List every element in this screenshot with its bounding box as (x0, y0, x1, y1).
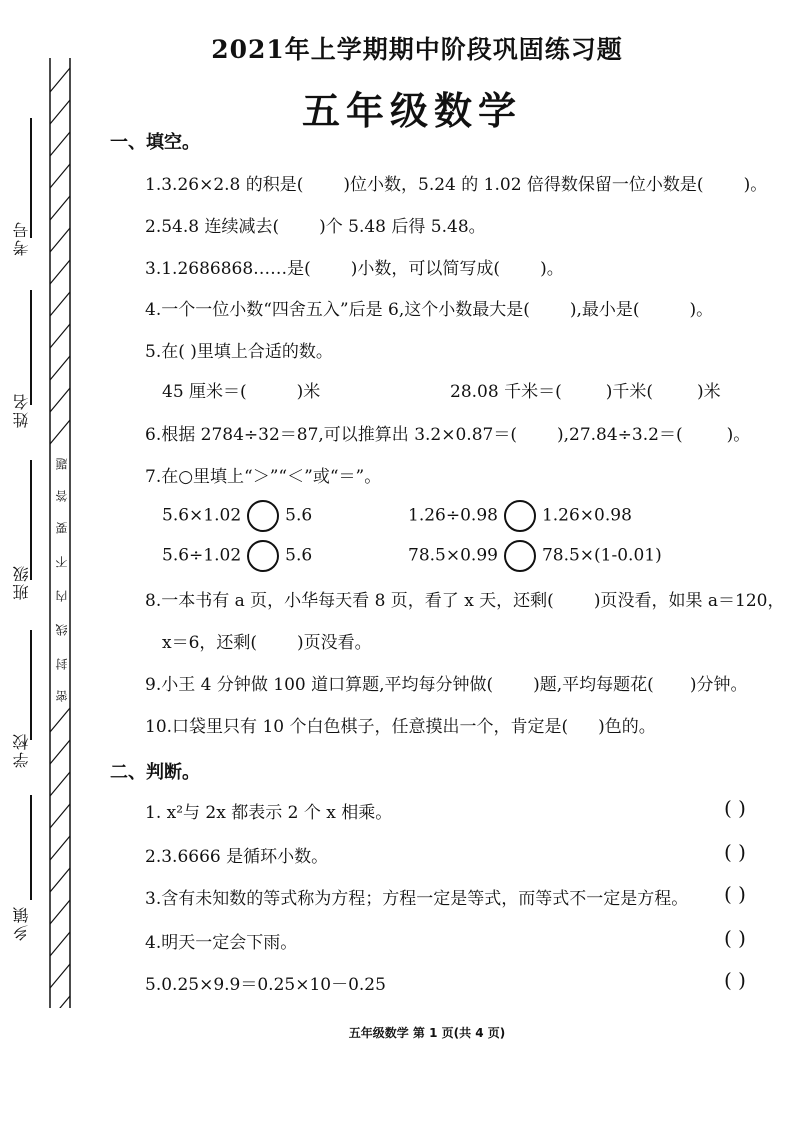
q-text: 3.1.2686868……是( (145, 259, 311, 279)
question-1-10 (145, 712, 656, 737)
question-1-8-cont (162, 628, 372, 653)
compare-left: 5.6×1.02 (162, 505, 242, 526)
compare-item (162, 500, 312, 532)
question-1-4 (145, 295, 713, 320)
compare-item (408, 500, 632, 532)
q-text: )。 (689, 300, 714, 320)
compare-left: 1.26÷0.98 (408, 505, 498, 526)
binding-margin (0, 0, 80, 1124)
school-line (30, 630, 32, 740)
section-fill-in-heading: 一、填空。 (110, 132, 200, 153)
judge-item-4: 4.明天一定会下雨。 (145, 933, 298, 953)
section-judge-heading: 二、判断。 (110, 762, 200, 783)
warning-char: 题 (55, 458, 69, 470)
compare-right: 5.6 (285, 505, 313, 526)
judge-item-3: 3.含有未知数的等式称为方程；方程一定是等式，而等式不一定是方程。 (145, 889, 689, 909)
q-text: 28.08 千米＝( (450, 382, 562, 402)
warning-char: 密 (55, 690, 69, 702)
q-text: )。 (540, 259, 564, 279)
compare-right: 78.5×(1-0.01) (541, 545, 662, 566)
label-exam-number: 考号 (12, 220, 31, 256)
question-1-3 (145, 254, 564, 279)
q-text: )分钟。 (689, 675, 748, 695)
q-text: )千米( (605, 382, 653, 402)
label-town: 乡镇 (12, 905, 31, 941)
question-1-9 (145, 670, 747, 695)
town-line (30, 795, 32, 900)
q-text: 1.3.26×2.8 的积是( (145, 175, 304, 195)
compare-circle[interactable] (247, 500, 279, 532)
q-text: ),27.84÷3.2＝( (556, 425, 683, 445)
question-1-8 (145, 586, 784, 611)
question-1-5: 5.在( )里填上合适的数。 (145, 342, 333, 362)
warning-char: 答 (55, 490, 69, 502)
compare-left: 5.6÷1.02 (162, 545, 242, 566)
q-text: )页没看，如果 a＝120， (593, 591, 785, 611)
question-1-6 (145, 420, 750, 445)
compare-circle[interactable] (504, 540, 536, 572)
judge-item-1: 1. x²与 2x 都表示 2 个 x 相乘。 (145, 803, 393, 823)
q-text: 4.一个一位小数“四舍五入”后是 6,这个小数最大是( (145, 300, 530, 320)
compare-circle[interactable] (247, 540, 279, 572)
q-text: 45 厘米＝( (162, 382, 247, 402)
page-footer: 五年级数学 第 1 页(共 4 页) (348, 1026, 506, 1040)
page-title: 2021年上学期期中阶段巩固练习题 (211, 35, 623, 64)
compare-item (162, 540, 312, 572)
name-line (30, 290, 32, 405)
q-text: )。 (743, 175, 768, 195)
q-text: 8.一本书有 a 页，小华每天看 8 页，看了 x 天，还剩( (145, 591, 554, 611)
q-text: )位小数，5.24 的 1.02 倍得数保留一位小数是( (343, 175, 704, 195)
q-text: 9.小王 4 分钟做 100 道口算题,平均每分钟做( (145, 675, 494, 695)
q-text: )题,平均每题花( (533, 675, 654, 695)
q-text: )。 (726, 425, 751, 445)
warning-char: 线 (55, 624, 69, 636)
compare-circle[interactable] (504, 500, 536, 532)
judge-answer-paren[interactable]: ( ) (724, 882, 746, 906)
warning-char: 要 (55, 522, 69, 534)
warning-char: 内 (55, 590, 69, 602)
class-line (30, 460, 32, 580)
question-1-5-a (162, 377, 320, 402)
judge-answer-paren[interactable]: ( ) (724, 968, 746, 992)
judge-answer-paren[interactable]: ( ) (724, 796, 746, 820)
question-1-5-b (450, 377, 721, 402)
q-text: )页没看。 (297, 633, 372, 653)
judge-answer-paren[interactable]: ( ) (724, 926, 746, 950)
compare-right: 5.6 (285, 545, 313, 566)
q-text: 2.54.8 连续减去( (145, 217, 280, 237)
warning-char: 不 (55, 556, 69, 568)
compare-item (408, 540, 662, 572)
q-text: )米 (696, 382, 721, 402)
judge-answer-paren[interactable]: ( ) (724, 840, 746, 864)
judge-item-2: 2.3.6666 是循环小数。 (145, 847, 329, 867)
label-name: 姓名 (12, 392, 31, 428)
warning-char: 封 (55, 658, 69, 670)
question-1-7: 7.在○里填上“＞”“＜”或“＝”。 (145, 467, 382, 487)
label-school: 学校 (12, 732, 31, 768)
question-1-1 (145, 170, 767, 195)
question-1-2 (145, 212, 486, 237)
page-subtitle: 五年级数学 (301, 88, 522, 133)
judge-item-5: 5.0.25×9.9＝0.25×10－0.25 (145, 975, 386, 995)
q-text: 6.根据 2784÷32＝87,可以推算出 3.2×0.87＝( (145, 425, 517, 445)
q-text: )小数，可以简写成( (350, 259, 501, 279)
q-text: x＝6，还剩( (162, 633, 258, 653)
q-text: )色的。 (598, 717, 656, 737)
label-class: 班级 (12, 564, 31, 600)
q-text: 10.口袋里只有 10 个白色棋子，任意摸出一个，肯定是( (145, 717, 569, 737)
q-text: ),最小是( (569, 300, 640, 320)
q-text: )个 5.48 后得 5.48。 (319, 217, 486, 237)
compare-right: 1.26×0.98 (541, 505, 632, 526)
compare-left: 78.5×0.99 (408, 545, 498, 566)
q-text: )米 (296, 382, 321, 402)
